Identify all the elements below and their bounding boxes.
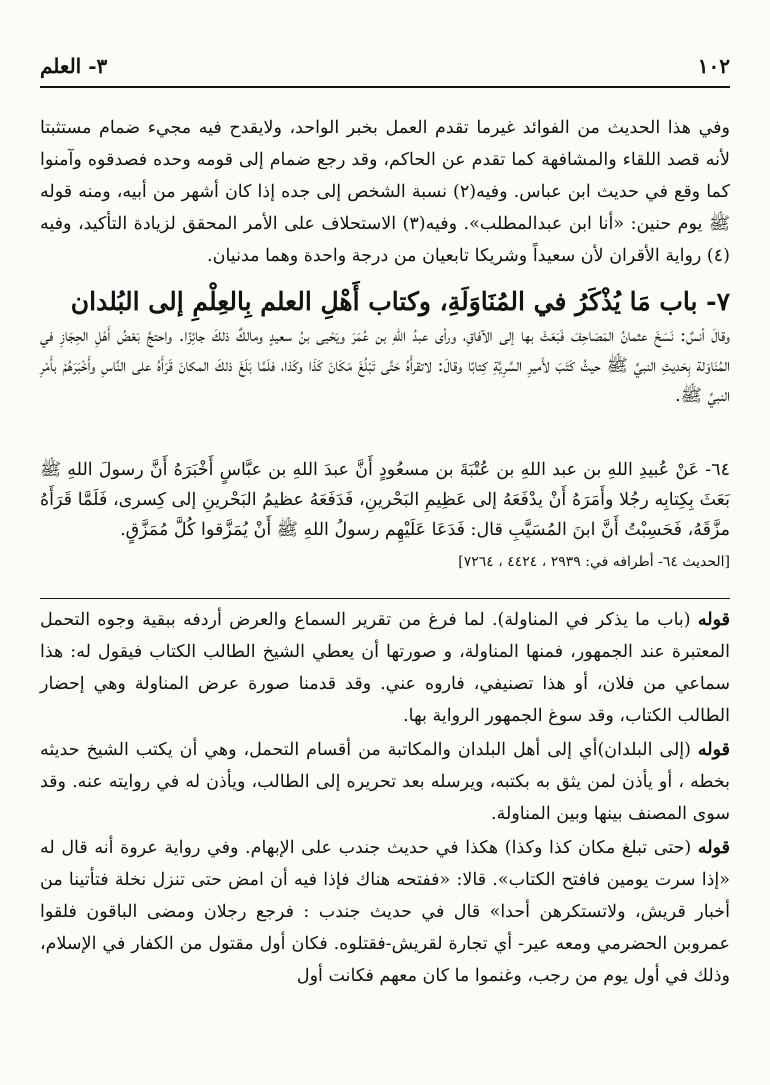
page-header [40,54,730,84]
commentary-paragraph: وفي هذا الحديث من الفوائد غيرما تقدم العمل بخبر الواحد، ولايقدح فيه مجيء ضمام مستثبتا لأنه قصد اللقاء والمشافهة كما تقدم عن الحاكم، وقد رجع ضمام إلى قومه وحده فصدقوه وآمنوا كما وقع في حديث ابن عباس. وفيه(٢) نسبة الشخص إلى جده إذا كان أشهر من أبيه، ومنه قوله ﷺ يوم حنين: «أنا ابن عبدالمطلب». وفيه(٣) الاستحلاف على الأمر المحقق لزيادة التأكيد، وفيه (٤) رواية الأقران لأن سعيداً وشريكا تابعيان من درجة واحدة وهما مدنيان. [40,118,730,266]
commentary-paragraph [40,832,730,992]
page-number: ١٠٢ [697,54,730,78]
section-divider [40,598,730,599]
commentary-lead: قوله [697,610,730,630]
commentary-text: (إلى البلدان)أي إلى أهل البلدان والمكاتبة من أقسام التحمل، وهي أن يكتب الشيخ حديثه بخطه ، أو يأذن لمن يثق به بكتبه، ويرسله بعد تحريره إلى الطالب، ويأذن له في روايته عنه. وقد سوى المصنف بينها وبين المناولة. [40,740,730,824]
chapter-text: وقالَ أنسٌ: نَسَخَ عثمانُ المَصَاحِفَ فَبَعَثَ بها إلى الآفاقِ، ورأى عبدُ اللهِ بن عُمَرَ ويَحْيى بنُ سعيدٍ ومالكٌ ذلكَ جائِزًا. واحتجَّ بَعْضُ أَهْلِ الحِجَازِ في المُنَاوَلة بِحَديثِ النبيِّ ﷺ حيثُ كَتَبَ لأَميرِ السَّرِيَّةِ كِتابًا وقالَ: لاتقرأْهُ حَتَّى تَبْلُغَ مَكَانَ كَذَا وكَذا، فلَمَّا بَلَغَ ذلكَ المكانَ قَرَأَهُ على النَّاسِ وأَخْبَرَهُمْ بأَمْرِ النبيِّ ﷺ. [40,326,730,406]
hadith-reference: [الحديث ٦٤- أطرافه في: ٢٩٣٩ ، ٤٤٢٤ ، ٧٢٦٤] [458,554,730,570]
hadith-text: ٦٤- عَنْ عُبيدِ اللهِ بن عبد اللهِ بن عُتْبَةَ بن مسعُودٍ أَنَّ عبدَ اللهِ بن عبَّاسٍ أَخْبَرَهُ أَنَّ رسولَ اللهِ ﷺ بَعَثَ بِكِتابِه رجُلا وأَمَرَهُ أَنْ يدْفَعَهُ إلى عَظِيمِ البَحْرينِ، فَدَفَعَهُ عظيمُ البَحْرينِ إلى كِسرى، فَلَمَّا قَرَأَهُ مزَّقَهُ، فَحَسِبْتُ أَنَّ ابنَ المُسَيَّبِ قال: فَدَعَا عَلَيْهِم رسولُ اللهِ ﷺ أَنْ يُمَزَّقوا كُلَّ مُمَزَّقٍ. [40,460,730,540]
commentary-bottom [40,604,730,992]
commentary-lead: قوله [697,838,730,858]
commentary-paragraph [40,604,730,732]
header-rule [40,86,730,88]
commentary-text: (حتى تبلغ مكان كذا وكذا) هكذا في حديث جندب على الإبهام. وفي رواية عروة أنه قال له «إذا سرت يومين فافتح الكتاب». قالا: «ففتحه هناك فإذا فيه أن امض حتى تنزل نخلة فتأتينا من أخبار قريش، ولاتستكرهن أحدا» قال في حديث جندب : فرجع رجلان ومضى الباقون فلقوا عمروبن الحضرمي ومعه عير- أي تجارة لقريش-فقتلوه. فكان أول مقتول من الكفار في الإسلام، وذلك في أول يوم من رجب، وغنموا ما كان معهم فكانت أول [40,838,730,986]
chapter-section [40,285,730,411]
commentary-lead: قوله [697,740,730,760]
commentary-paragraph [40,734,730,830]
commentary-text: (باب ما يذكر في المناولة). لما فرغ من تقرير السماع والعرض أردفه ببقية وجوه التحمل المعتبرة عند الجمهور، فمنها المناولة، و صورتها أن يعطي الشيخ الطالب الكتاب فيقول له: هذا سماعي من فلان، أو هذا تصنيفي، فاروه عني. وقد قدمنا صورة عرض المناولة وهي إحضار الطالب الكتاب، وقد سوغ الجمهور الرواية بها. [40,610,730,726]
chapter-heading: ٧- باب مَا يُذْكَرُ في المُنَاوَلَةِ، وكتاب أَهْلِ العلم بِالعِلْمِ إلى البُلدان [70,287,730,316]
commentary-top [40,112,730,272]
hadith-section [40,455,730,573]
running-chapter-title: ٣- العلم [40,54,108,78]
